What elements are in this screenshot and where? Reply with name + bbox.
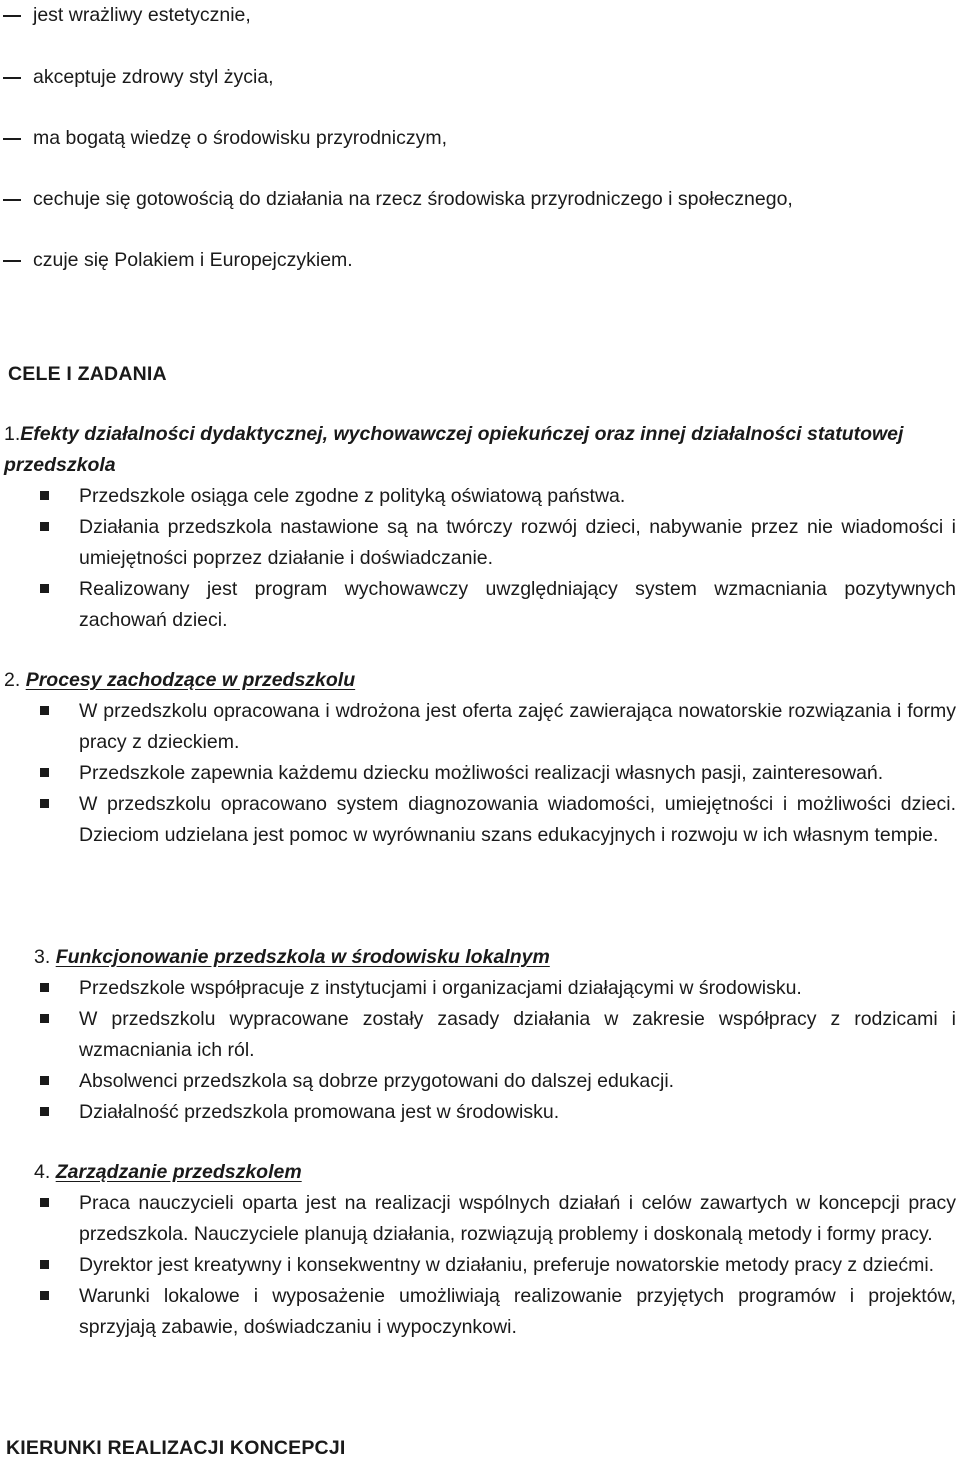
bullet-text: W przedszkolu opracowana i wdrożona jest oferta zajęć zawierająca nowatorskie rozwiązania i formy pracy z dzieckiem. xyxy=(79,700,956,753)
section-number: 3. xyxy=(34,946,51,968)
bullet-text: Działalność przedszkola promowana jest w środowisku. xyxy=(79,1101,560,1123)
bullet-item xyxy=(0,512,960,574)
bullet-text: Przedszkole współpracuje z instytucjami i organizacjami działającymi w środowisku. xyxy=(79,977,802,999)
square-bullet-icon xyxy=(40,768,49,777)
section-4-bullets xyxy=(0,1188,960,1343)
list-item xyxy=(0,2,960,62)
bullet-item xyxy=(0,789,960,851)
bullet-text: Przedszkole osiąga cele zgodne z polityką oświatową państwa. xyxy=(79,485,626,507)
bullet-item xyxy=(0,1281,960,1343)
square-bullet-icon xyxy=(40,584,49,593)
section-3-bullets xyxy=(0,973,960,1128)
section-number: 1. xyxy=(4,423,21,445)
list-item-text: czuje się Polakiem i Europejczykiem. xyxy=(33,249,353,271)
bullet-item xyxy=(0,1097,960,1128)
square-bullet-icon xyxy=(40,1198,49,1207)
square-bullet-icon xyxy=(40,491,49,500)
section-number: 2. xyxy=(4,669,21,691)
bullet-text: Dyrektor jest kreatywny i konsekwentny w działaniu, preferuje nowatorskie metody pracy z dziećmi. xyxy=(79,1254,935,1276)
square-bullet-icon xyxy=(40,1014,49,1023)
bullet-text: Przedszkole zapewnia każdemu dziecku możliwości realizacji własnych pasji, zainteresowań. xyxy=(79,762,884,784)
section-title-text: Procesy zachodzące w przedszkolu xyxy=(25,669,356,691)
bullet-text: Warunki lokalowe i wyposażenie umożliwiają realizowanie przyjętych programów i projektów, sprzyjają zabawie, doświadczaniu i wypoczynkowi. xyxy=(79,1285,956,1338)
cele-heading: CELE I ZADANIA xyxy=(8,363,167,385)
section-1-title xyxy=(4,419,956,481)
square-bullet-icon xyxy=(40,799,49,808)
square-bullet-icon xyxy=(40,522,49,531)
section-4-title xyxy=(34,1157,956,1188)
square-bullet-icon xyxy=(40,1291,49,1300)
bullet-item xyxy=(0,1004,960,1066)
bullet-text: Absolwenci przedszkola są dobrze przygotowani do dalszej edukacji. xyxy=(79,1070,675,1092)
square-bullet-icon xyxy=(40,706,49,715)
section-2-title xyxy=(4,665,956,696)
section-title-text: Funkcjonowanie przedszkola w środowisku lokalnym xyxy=(55,946,550,968)
bullet-item xyxy=(0,1188,960,1250)
bullet-text: Praca nauczycieli oparta jest na realizacji wspólnych działań i celów zawartych w koncepcji pracy przedszkola. Nauczyciele planują działania, rozwiązują problemy i doskonalą metody i formy pracy. xyxy=(79,1192,956,1245)
intro-dash-list xyxy=(0,2,960,307)
section-1-bullets xyxy=(0,481,960,636)
list-item-text: akceptuje zdrowy styl życia, xyxy=(33,66,274,88)
list-item-text: cechuje się gotowością do działania na rzecz środowiska przyrodniczego i społecznego, xyxy=(33,188,793,210)
square-bullet-icon xyxy=(40,983,49,992)
bullet-text: Realizowany jest program wychowawczy uwzględniający system wzmacniania pozytywnych zachowań dzieci. xyxy=(79,578,956,631)
bullet-item xyxy=(0,1250,960,1281)
list-item xyxy=(0,125,960,185)
section-2-bullets xyxy=(0,696,960,851)
bullet-item xyxy=(0,696,960,758)
square-bullet-icon xyxy=(40,1107,49,1116)
list-item-text: jest wrażliwy estetycznie, xyxy=(33,4,251,26)
list-item-text: ma bogatą wiedzę o środowisku przyrodniczym, xyxy=(33,127,448,149)
section-3-title xyxy=(34,942,956,973)
list-item xyxy=(0,186,960,246)
bullet-item xyxy=(0,481,960,512)
bullet-item xyxy=(0,973,960,1004)
section-number: 4. xyxy=(34,1161,51,1183)
square-bullet-icon xyxy=(40,1260,49,1269)
square-bullet-icon xyxy=(40,1076,49,1085)
kierunki-heading: KIERUNKI REALIZACJI KONCEPCJI xyxy=(6,1437,346,1459)
bullet-item xyxy=(0,574,960,636)
bullet-text: W przedszkolu wypracowane zostały zasady działania w zakresie współpracy z rodzicami i wzmacniania ich ról. xyxy=(79,1008,956,1061)
section-title-text: Efekty działalności dydaktycznej, wychowawczej opiekuńczej oraz innej działalności statutowej przedszkola xyxy=(4,423,904,476)
bullet-item xyxy=(0,758,960,789)
bullet-text: Działania przedszkola nastawione są na twórczy rozwój dzieci, nabywanie przez nie wiadomości i umiejętności poprzez działanie i doświadczanie. xyxy=(79,516,956,569)
section-title-text: Zarządzanie przedszkolem xyxy=(55,1161,302,1183)
list-item xyxy=(0,64,960,124)
bullet-text: W przedszkolu opracowano system diagnozowania wiadomości, umiejętności i możliwości dzieci. Dzieciom udzielana jest pomoc w wyrównaniu szans edukacyjnych i rozwoju w ich własnym tempie. xyxy=(79,793,956,846)
list-item xyxy=(0,247,960,307)
bullet-item xyxy=(0,1066,960,1097)
